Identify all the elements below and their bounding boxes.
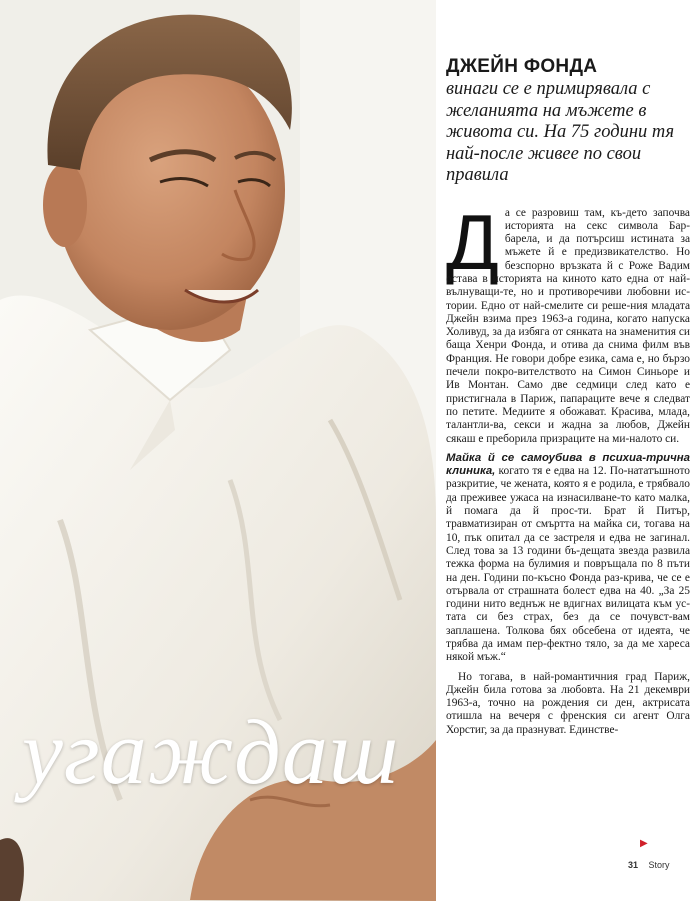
- article-kicker: ДЖЕЙН ФОНДА: [446, 56, 598, 77]
- article-deck: винаги се е примирявала с желанията на мъжете в живота си. На 75 години тя най-после живее по свои правила: [446, 79, 675, 185]
- paragraph-2: [446, 452, 690, 665]
- continue-arrow-icon: ▶: [640, 838, 648, 849]
- paragraph-3: Но тогава, в най-романтичния град Париж, Джейн била готова за любовта. На 21 декември 1963-а, точно на рождения си ден, актрисата отишла на вечеря с френския си агент Олга Хорстиг, за да празнуват. Единстве-: [446, 670, 690, 736]
- paragraph-2-text: когато тя е едва на 12. По-нататъшното разкритие, че жената, която я е родила, е трябвало да преживее ужаса на изнасилване-то като малка, й помага да й прос-ти. Брат й Питър, травматизиран от смъртта на майка си, тогава на 10, пък опитал да се застреля и едва не загинал. След това за 13 години бъ-дещата звезда развила тежка форма на булимия и повръщала по 8 пъти на ден. Години по-късно Фонда раз-крива, че се е отървала от страшната болест едва на 40. „За 25 години нито веднъж не вдигнах вилицата към ус-тата си без страх, без да се почувст-вам заплашена. Толкова бях обсебена от идеята, че трябва да имам пер-фектно тяло, за да ме хареса някой мъж.“: [446, 465, 690, 664]
- magazine-name: Story: [648, 860, 670, 870]
- paragraph-2-lead: Майка й се самоубива в психиа-трична клиника,: [446, 451, 690, 478]
- paragraph-1: [446, 197, 690, 446]
- headline: угаждаш: [22, 701, 400, 803]
- paragraph-1-text: а се разровиш там, къ-дето започва историята на секс символа Бар-барела, и да потърсиш истината за мъжете й е предизвикателство. Но безспорно връзката й с Роже Вадим остава в историята на киното като една от най-вълнуващи-те, но и противоречиви любовни ис-тории. Едно от най-смелите си реше-ния младата Джейн взима през 1963-а година, когато напуска Холивуд, за да избяга от сянката на знаменития си баща Хенри Фонда, и отива да снима филм във Франция. Не говори добре езика, сама е, но бързо печели покро-вителството на Симон Синьоре и Ив Монтан. Само две седмици след като е пристигнала в Париж, папараците вече я следват по петите. Медиите я обожават. Красива, млада, талантли-ва, секси и жадна за любов, Джейн сякаш е преборила призраците на ми-налото си.: [446, 206, 690, 445]
- drop-cap: Д: [446, 197, 499, 286]
- page-number: 31: [628, 860, 639, 870]
- page-footer: [628, 860, 670, 870]
- article: [446, 56, 690, 743]
- article-body: [446, 197, 690, 738]
